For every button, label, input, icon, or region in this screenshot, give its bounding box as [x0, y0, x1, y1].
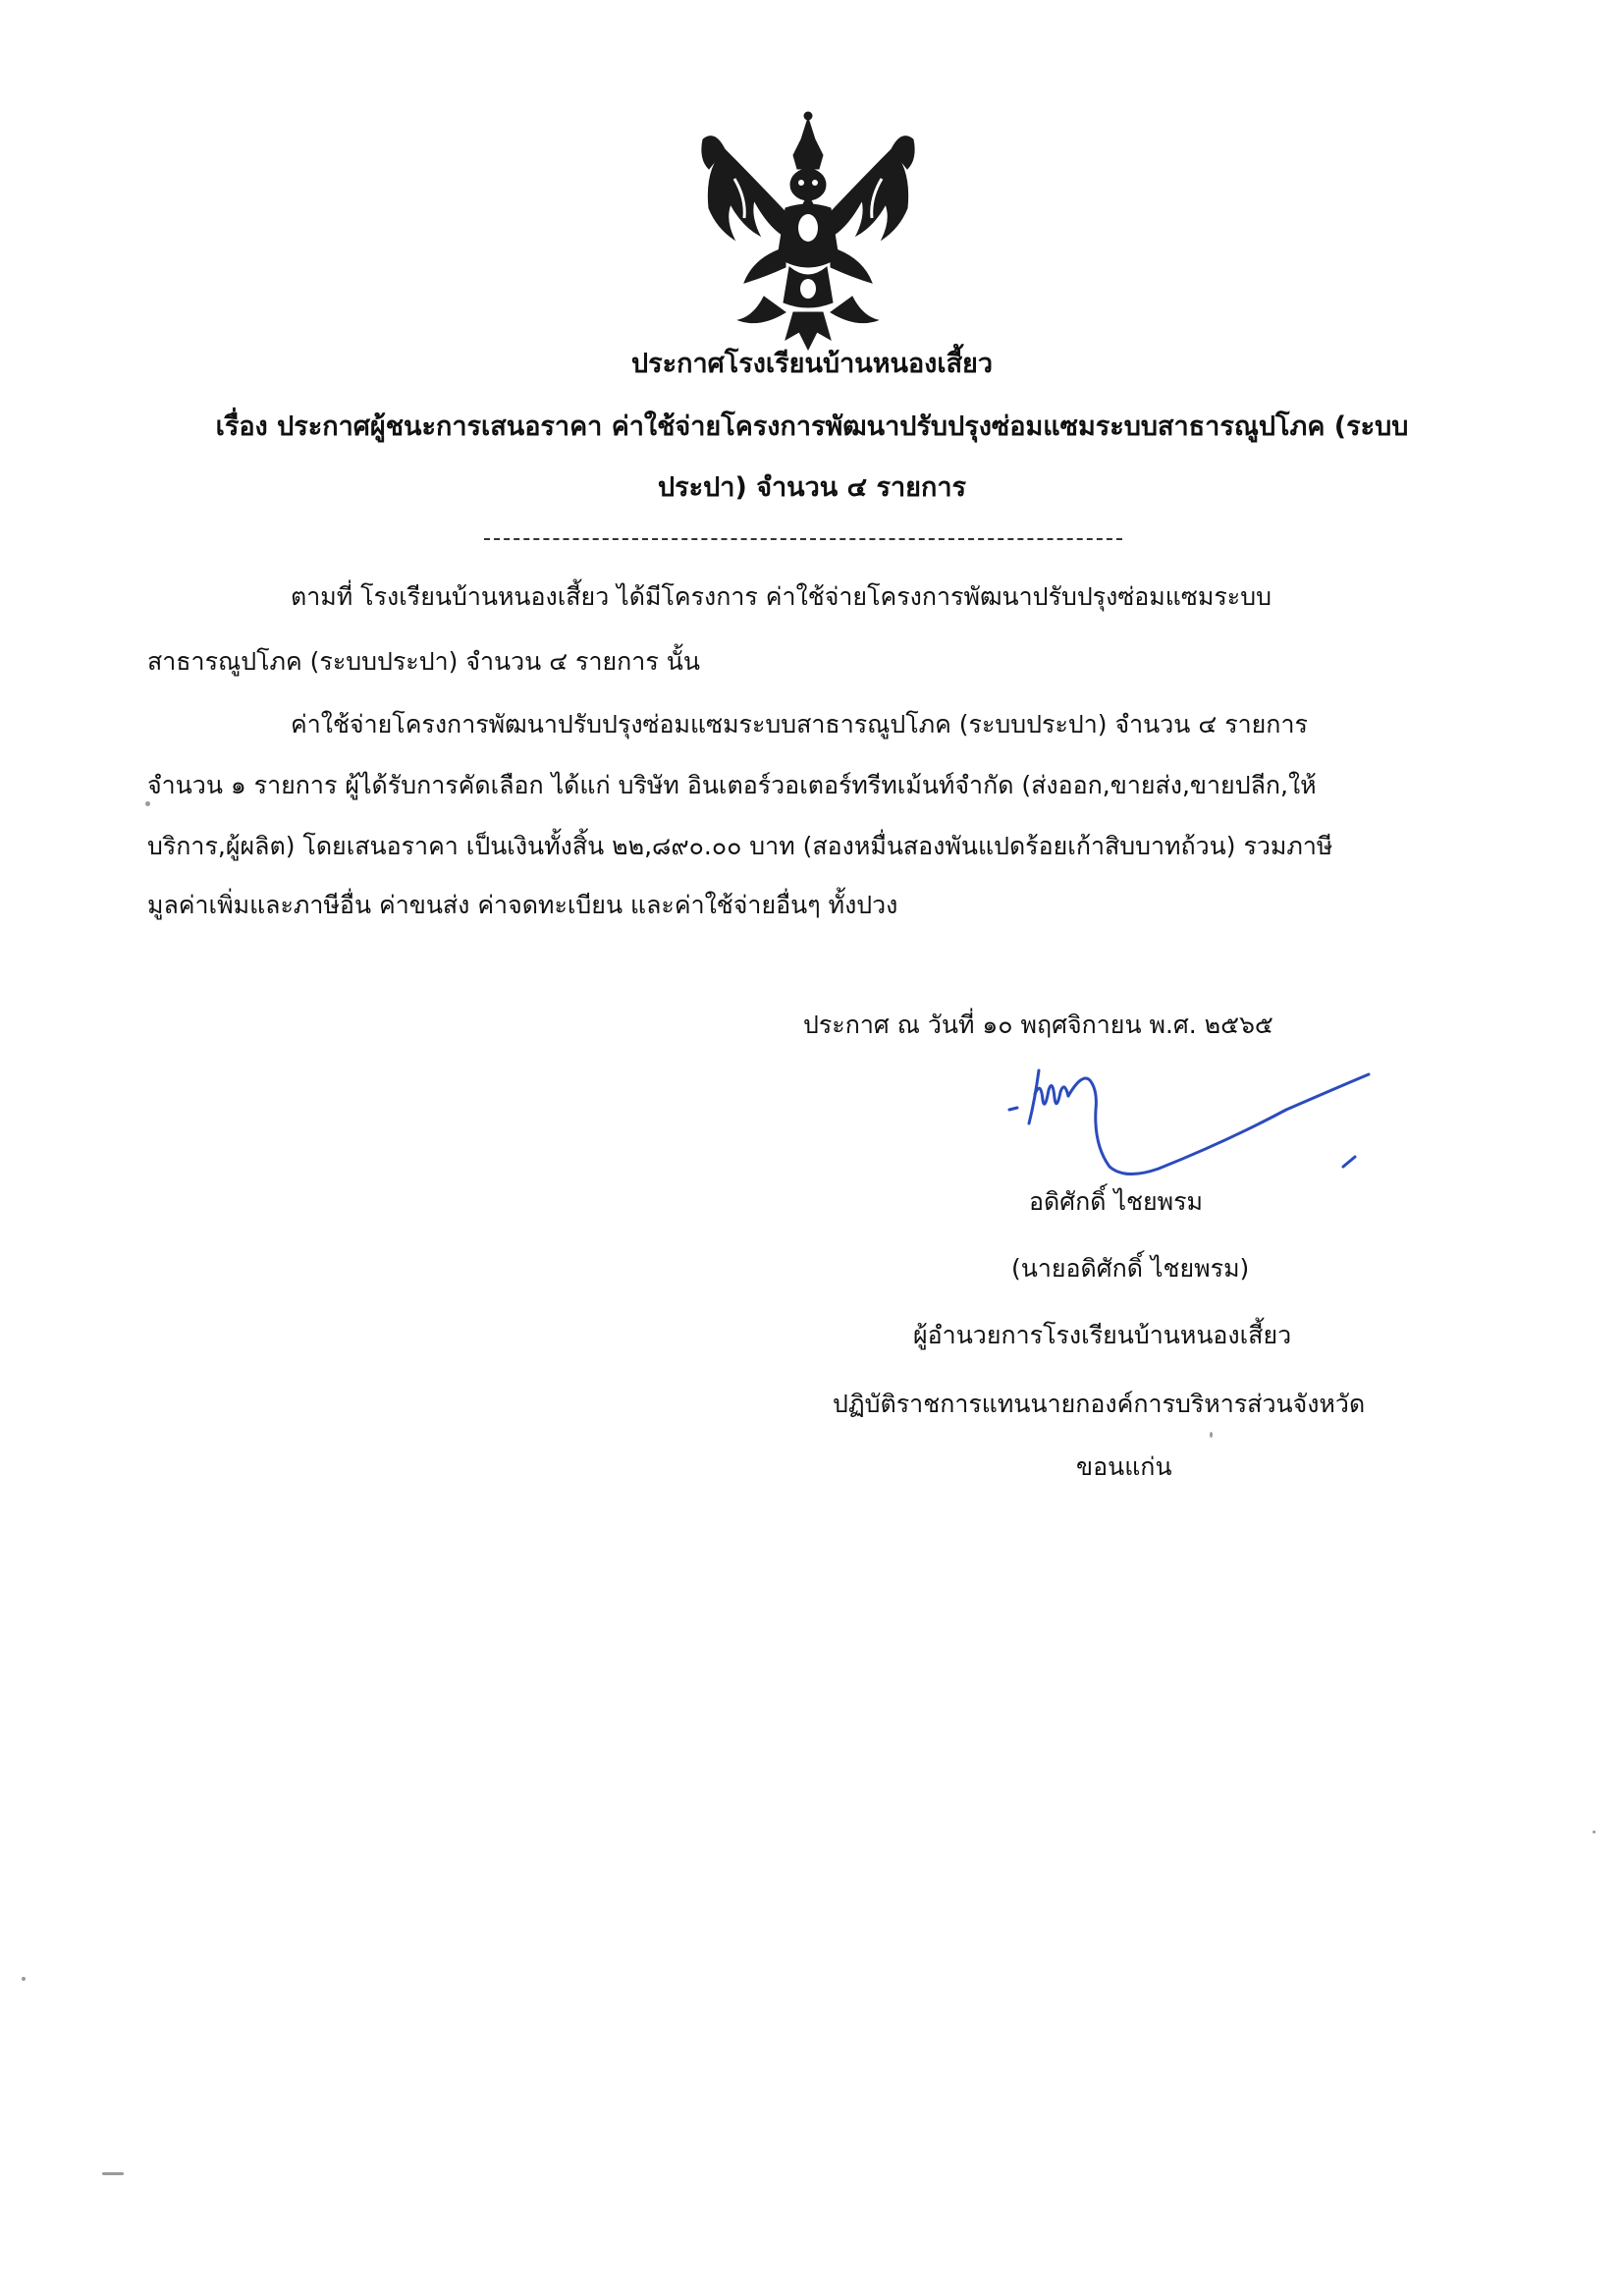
- dashed-divider: [484, 538, 1122, 540]
- scan-speck: [102, 2172, 124, 2175]
- paragraph-1-line-1: ตามที่ โรงเรียนบ้านหนองเสี้ยว ได้มีโครงการ ค่าใช้จ่ายโครงการพัฒนาปรับปรุงซ่อมแซมระบบ: [291, 582, 1272, 611]
- announcement-date: ประกาศ ณ วันที่ ๑๐ พฤศจิกายน พ.ศ. ๒๕๖๕: [803, 1011, 1273, 1039]
- scan-speck: [1210, 1432, 1213, 1438]
- scan-speck: [22, 1977, 26, 1981]
- signer-name: อดิศักดิ์ ไชยพรม: [1029, 1187, 1204, 1216]
- paragraph-1-line-2: สาธารณูปโภค (ระบบประปา) จำนวน ๔ รายการ นั้น: [147, 647, 700, 676]
- paragraph-2-line-1: ค่าใช้จ่ายโครงการพัฒนาปรับปรุงซ่อมแซมระบบสาธารณูปโภค (ระบบประปา) จำนวน ๔ รายการ: [291, 710, 1308, 738]
- paragraph-2-line-2: จำนวน ๑ รายการ ผู้ได้รับการคัดเลือก ได้แก่ บริษัท อินเตอร์วอเตอร์ทรีทเม้นท์จำกัด (ส่งออก,ขายส่ง,ขายปลีก,ให้: [147, 771, 1317, 799]
- subject-line-2-container: [0, 460, 1624, 517]
- subject-line-1: เรื่อง ประกาศผู้ชนะการเสนอราคา ค่าใช้จ่ายโครงการพัฒนาปรับปรุงซ่อมแซมระบบสาธารณูปโภค (ระบบ: [215, 411, 1409, 442]
- announcement-title-container: [0, 336, 1624, 393]
- announcement-title: ประกาศโรงเรียนบ้านหนองเสี้ยว: [630, 349, 994, 379]
- subject-line-2: ประปา) จำนวน ๔ รายการ: [658, 472, 966, 503]
- scan-speck: [145, 801, 150, 806]
- signer-full-name: (นายอดิศักดิ์ ไชยพรม): [1011, 1254, 1250, 1283]
- paragraph-2-line-4: มูลค่าเพิ่มและภาษีอื่น ค่าขนส่ง ค่าจดทะเบียน และค่าใช้จ่ายอื่นๆ ทั้งปวง: [147, 891, 898, 919]
- paragraph-2-line-3: บริการ,ผู้ผลิต) โดยเสนอราคา เป็นเงินทั้งสิ้น ๒๒,๘๙๐.๐๐ บาท (สองหมื่นสองพันแปดร้อยเก้าสิบบาทถ้วน) รวมภาษี: [147, 832, 1333, 860]
- garuda-emblem-icon: [695, 110, 921, 354]
- signer-position: ผู้อำนวยการโรงเรียนบ้านหนองเสี้ยว: [913, 1321, 1292, 1349]
- handwritten-signature: [992, 1051, 1384, 1198]
- acting-on-behalf-line-1: ปฏิบัติราชการแทนนายกองค์การบริหารส่วนจังหวัด: [833, 1390, 1366, 1418]
- acting-on-behalf-line-2: ขอนแก่น: [1076, 1452, 1172, 1481]
- subject-line-1-container: [0, 399, 1624, 456]
- scan-speck: [1593, 1831, 1596, 1833]
